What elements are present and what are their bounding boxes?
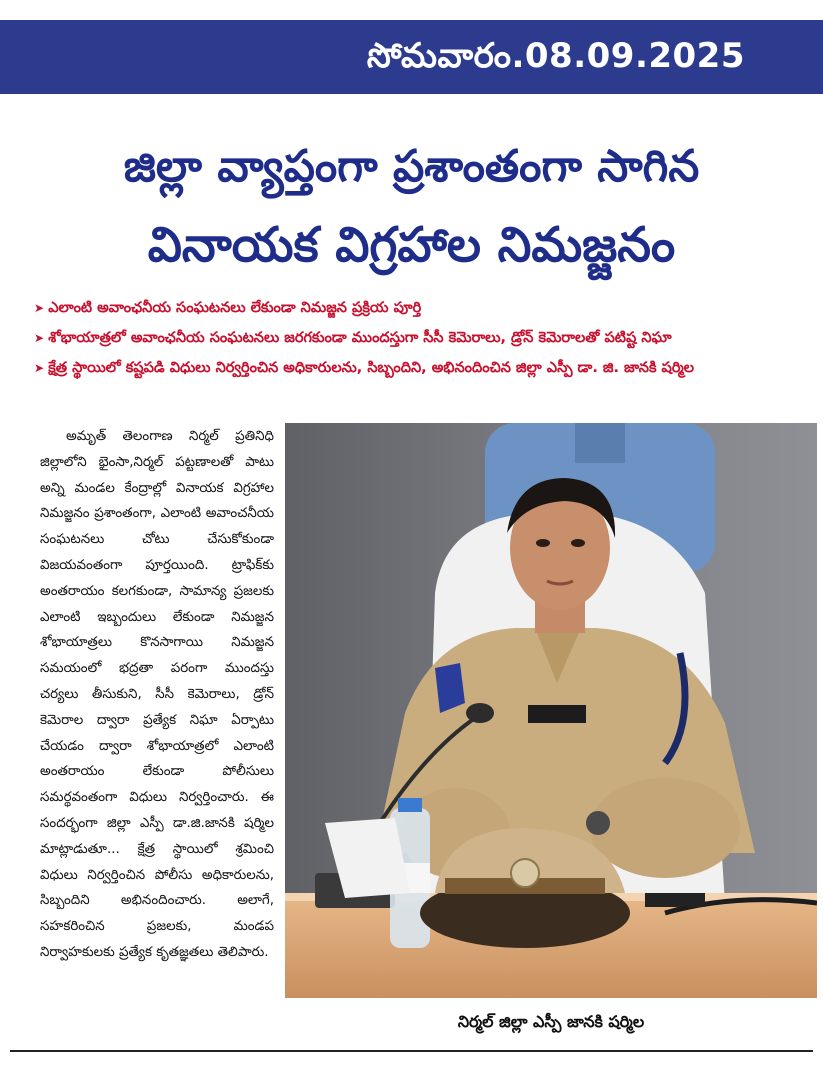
photo-caption: నిర్మల్ జిల్లా ఎస్పీ జానకి షర్మిల bbox=[457, 1012, 645, 1031]
officer-photo-illustration bbox=[285, 423, 817, 998]
subhead: ➤ శోభాయాత్రలో అవాంఛనీయ సంఘటనలు జరగకుండా ముందస్తుగా సీసీ కెమెరాలు, డ్రోన్ కెమెరాలతో పటిష్ట నిఘా bbox=[34, 323, 794, 353]
headline-line-1: జిల్లా వ్యాప్తంగా ప్రశాంతంగా సాగిన bbox=[123, 141, 700, 192]
date-banner bbox=[0, 20, 823, 94]
issue-date: సోమవారం.08.09.2025 bbox=[366, 36, 745, 76]
headline-line-2: వినాయక విగ్రహాల నిమజ్జనం bbox=[147, 217, 676, 273]
subhead: ➤ క్షేత్ర స్థాయిలో కష్టపడి విధులు నిర్వర్తించిన అధికారులను, సిబ్బందిని, అభినందించిన జిల్లా ఎస్పీ డా. జి. జానకి షర్మిల bbox=[34, 353, 794, 383]
subheads bbox=[34, 293, 794, 383]
article-body: అమృత్ తెలంగాణ నిర్మల్ ప్రతినిధి జిల్లాలోని భైంసా,నిర్మల్ పట్టణాలతో పాటు అన్ని మండల కేంద్రాల్లో వినాయక విగ్రహాల నిమజ్జనం ప్రశాంతంగా, ఎలాంటి అవాంచనీయ సంఘటనలు చోటు చేసుకోకుండా విజయవంతంగా పూర్తయింది. ట్రాఫిక్‌కు అంతరాయం కలగకుండా, సామాన్య ప్రజలకు ఎలాంటి ఇబ్బందులు లేకుండా నిమజ్జన శోభాయాత్రలు కొనసాగాయి నిమజ్జన సమయంలో భద్రతా పరంగా ముందస్తు చర్యలు తీసుకుని, సీసీ కెమెరాలు, డ్రోన్ కెమెరాల ద్వారా ప్రత్యేక నిఘా ఏర్పాటు చేయడం ద్వారా శోభాయాత్రలో ఎలాంటి అంతరాయం లేకుండా పోలీసులు సమర్థవంతంగా విధులు నిర్వర్తించారు. ఈ సందర్భంగా జిల్లా ఎస్పీ డా.జి.జానకి షర్మిల మాట్లాడుతూ... క్షేత్ర స్థాయిలో శ్రమించి విధులు నిర్వర్తించిన పోలీసు అధికారులను, సిబ్బందిని అభినందించారు. అలాగే, సహకరించిన ప్రజలకు, మండప నిర్వాహకులకు ప్రత్యేక కృతజ్ఞతలు తెలిపారు. bbox=[40, 429, 274, 960]
subhead: ➤ ఎలాంటి అవాంఛనీయ సంఘటనలు లేకుండా నిమజ్జన ప్రక్రియ పూర్తి bbox=[34, 293, 794, 323]
sp-photo bbox=[285, 423, 817, 998]
bottom-divider bbox=[10, 1050, 813, 1052]
